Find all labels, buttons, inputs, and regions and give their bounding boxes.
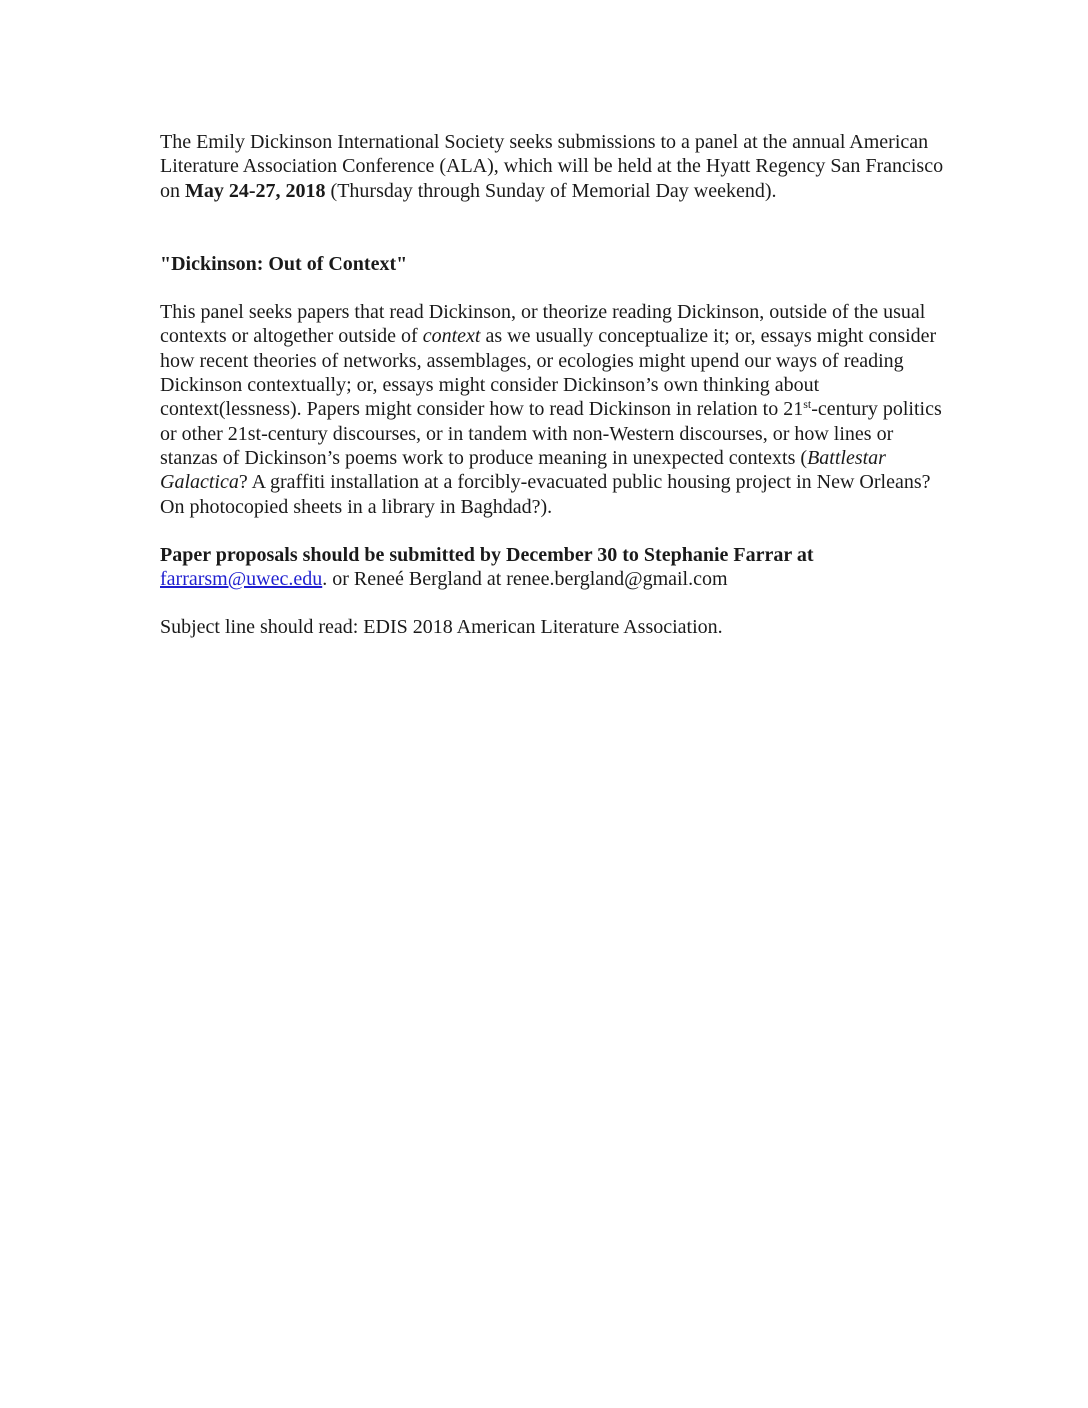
email-link-farrar[interactable]: farrarsm@uwec.edu bbox=[160, 568, 323, 591]
intro-paragraph bbox=[160, 130, 950, 203]
conference-dates: May 24-27, 2018 bbox=[185, 179, 326, 202]
panel-title: "Dickinson: Out of Context" bbox=[160, 252, 408, 275]
body-text-part1: This panel seeks papers that read Dickinson, or theorize reading Dickinson, outside of the usual contexts or altogether outside of bbox=[160, 301, 926, 348]
intro-text-before: The Emily Dickinson International Society seeks submissions to a panel at the annual American Literature Association Conference (ALA), which will be held at the Hyatt Regency San Francisco on bbox=[160, 131, 944, 202]
deadline-bold-text: Paper proposals should be submitted by December 30 to Stephanie Farrar at bbox=[160, 543, 814, 566]
subject-line-paragraph: Subject line should read: EDIS 2018 American Literature Association. bbox=[160, 616, 723, 639]
intro-text-after: (Thursday through Sunday of Memorial Day weekend). bbox=[325, 179, 777, 202]
body-text-part4: ? A graffiti installation at a forcibly-evacuated public housing project in New Orleans? On photocopied sheets in a library in Baghdad?). bbox=[160, 471, 931, 518]
body-paragraph bbox=[160, 300, 950, 519]
ordinal-superscript: st bbox=[803, 397, 812, 412]
document-content bbox=[160, 130, 950, 640]
body-text-part3: -century politics or other 21st-century discourses, or in tandem with non-Western discourses, or how lines or stanzas of Dickinson’s poems work to produce meaning in unexpected contexts ( bbox=[160, 398, 942, 469]
show-title-italic: Battlestar Galactica bbox=[160, 446, 886, 494]
body-text-part2: as we usually conceptualize it; or, essays might consider how recent theories of networks, assemblages, or ecologies might upend our ways of reading Dickinson contextually; or, essays might consider Dickinson’s own thinking about context(lessness). Papers might consider how to read Dickinson in relation to 21 bbox=[160, 325, 937, 421]
deadline-text-after: . or Reneé Bergland at renee.bergland@gmail.com bbox=[322, 568, 728, 591]
deadline-paragraph bbox=[160, 543, 950, 592]
context-italic: context bbox=[422, 325, 481, 348]
